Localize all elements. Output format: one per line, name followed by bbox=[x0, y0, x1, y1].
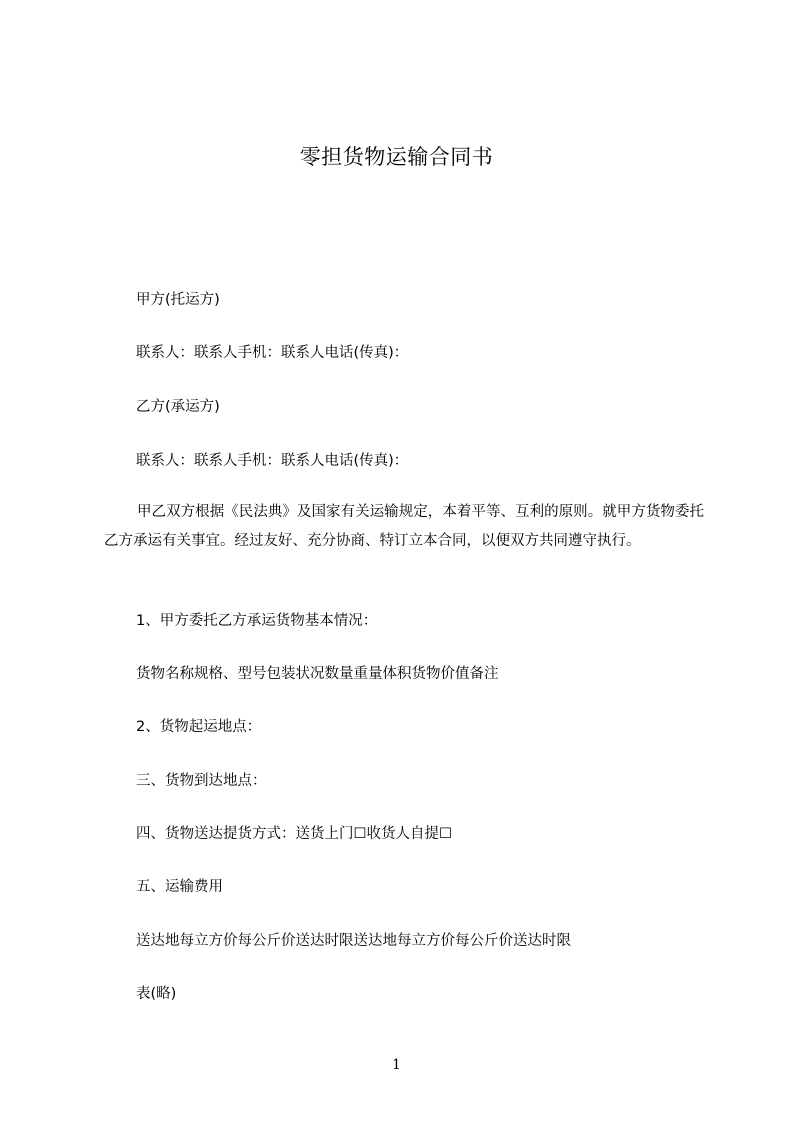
party-b-heading: 乙方(承运方) bbox=[136, 399, 220, 415]
clause-3: 三、货物到达地点： bbox=[136, 773, 267, 789]
intro-paragraph: 甲乙双方根据《民法典》及国家有关运输规定，本着平等、互利的原则。就甲方货物委托乙方承运有关事宜。经过友好、充分协商、特订立本合同，以便双方共同遵守执行。 bbox=[104, 504, 704, 549]
party-a-contact: 联系人：联系人手机：联系人电话(传真)： bbox=[136, 345, 409, 361]
clause-5: 五、运输费用 bbox=[136, 879, 223, 895]
party-b-contact: 联系人：联系人手机：联系人电话(传真)： bbox=[136, 453, 409, 469]
clause-4: 四、货物送达提货方式：送货上门☐收货人自提☐ bbox=[136, 826, 452, 842]
clause-1: 1、甲方委托乙方承运货物基本情况： bbox=[136, 613, 378, 629]
goods-table-header: 货物名称规格、型号包装状况数量重量体积货物价值备注 bbox=[136, 666, 499, 682]
table-omitted-note: 表(略) bbox=[136, 986, 177, 1002]
fee-table-header: 送达地每立方价每公斤价送达时限送达地每立方价每公斤价送达时限 bbox=[136, 933, 571, 949]
document-title: 零担货物运输合同书 bbox=[299, 145, 494, 169]
page-number: 1 bbox=[392, 1057, 401, 1073]
party-a-heading: 甲方(托运方) bbox=[136, 292, 220, 308]
clause-2: 2、货物起运地点： bbox=[136, 719, 262, 735]
